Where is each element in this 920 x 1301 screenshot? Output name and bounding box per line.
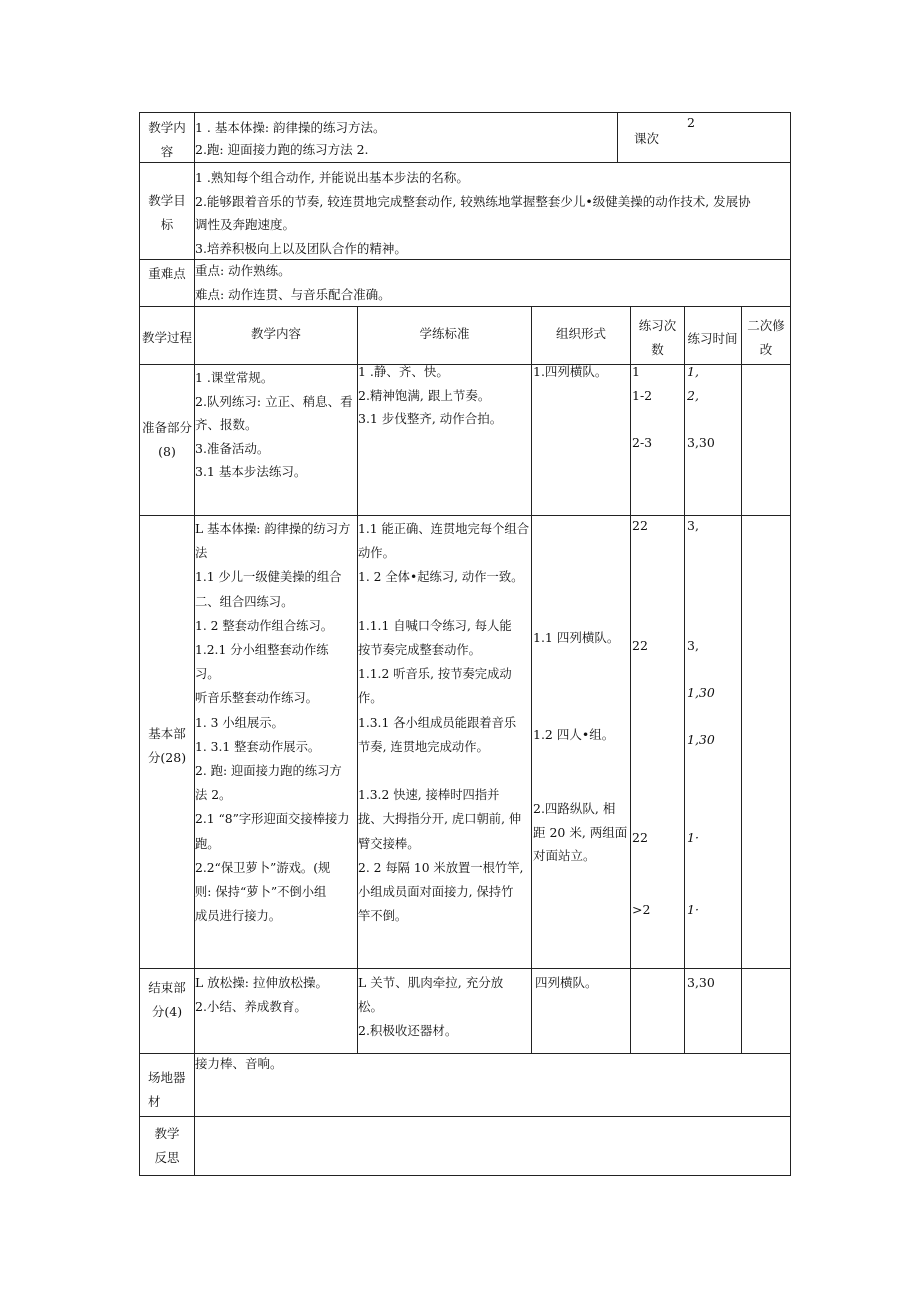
prep-organization: 1.四列横队。 [533,364,608,379]
ending-time: 3,30 [687,975,715,990]
basic-time-2: 3, [687,638,699,653]
rule [139,1116,791,1117]
basic-time-4: 1,30 [687,732,715,747]
ending-organization: 四列横队。 [535,975,598,990]
equipment-label: 场地器 材 [148,1070,186,1109]
ending-standard: L 关节、肌肉牵拉, 充分放 松。 2.积极收还器材。 [358,975,504,1038]
objectives-label: 教学目 标 [148,193,186,232]
col-process: 教学过程 [141,330,192,345]
prep-reps-3: 2-3 [632,435,653,450]
basic-content: L 基本体操: 韵律操的纺习方 法 1.1 少儿一级健美操的组合 二、组合四练习。 1. 2 整套动作组合练习。 1.2.1 分小组整套动作练 习。 听音乐整套动作练习。 1. 3 小组展示。 1. 3.1 整套动作展示。 2. 跑: 迎面接力跑的练习方 法 2。 2.1 “8”字形迎面交接棒接力 跑。 2.2“保卫萝卜”游戏。(规 则: 保持“萝卜”不倒小组 成员进行接力。 [195,522,351,924]
basic-org-3: 2.四路纵队, 相 距 20 米, 两组面 对面站立。 [533,801,628,863]
col-time: 练习时间 [687,331,738,346]
rule [139,162,791,163]
prep-time-3: 3,30 [687,435,715,450]
ending-label: 结束部 分(4) [148,980,186,1019]
reflection-label: 教学 反思 [154,1126,180,1165]
basic-reps-2: 22 [632,638,648,653]
content-text: 1 . 基本体操: 韵律操的练习方法。 2.跑: 迎面接力跑的练习方法 2. [195,120,386,157]
objectives-text: 1 .熟知每个组合动作, 并能说出基本步法的名称。 2.能够跟着音乐的节奏, 较连贯地完成整套动作, 较熟练地掌握整套少儿•级健美操的动作技术, 发展协 调性及奔跑速度。 3.培养积极向上以及团队合作的精神。 [195,170,751,256]
prep-reps-2: 1-2 [632,388,653,403]
col-organization: 组织形式 [555,326,606,341]
rule [531,306,532,1054]
basic-reps-3: 22 [632,830,648,845]
lesson-label: 课次 [634,131,660,146]
keypoints-label: 重难点 [148,266,186,281]
prep-reps-1: 1 [632,364,640,379]
basic-standard: 1.1 能正确、连贯地完每个组合 动作。 1. 2 全体•起练习, 动作一致。 1.1.1 自喊口令练习, 每人能 按节奏完成整套动作。 1.1.2 听音乐, 按节奏完成动 作。 1.3.1 各小组成员能跟着音乐 节奏, 连贯地完成动作。 1.3.2 快速, 接棒时四指并 拢、大拇指分开, 虎口朝前, 伸 臂交接棒。 2. 2 每隔 10 米放置一根竹竿, 小组成员面对面接力, 保持竹 竿不倒。 [358,522,530,924]
basic-label: 基本部 分(28) [147,726,187,765]
prep-content: 1 .课堂常规。 2.队列练习: 立正、稍息、看 齐、报数。 3.准备活动。 3.1 基本步法练习。 [195,370,353,479]
rule [790,112,791,1176]
basic-org-2: 1.2 四人•组。 [533,727,615,742]
rule [617,112,618,163]
rule [684,306,685,1054]
rule [139,1175,791,1176]
content-label: 教学内 容 [148,120,186,159]
basic-reps-4: >2 [632,902,651,917]
basic-reps-1: 22 [632,518,648,533]
col-revision: 二次修 改 [747,318,785,357]
basic-time-3: 1,30 [687,685,715,700]
ending-content: L 放松操: 拉伸放松操。 2.小结、养成教育。 [195,975,328,1014]
rule [630,306,631,1054]
rule [139,968,791,969]
basic-org-1: 1.1 四列横队。 [533,630,620,645]
col-reps: 练习次 数 [638,318,677,357]
rule [741,306,742,1054]
prep-time-2: 2, [687,388,699,403]
basic-time-5: 1· [687,830,699,845]
col-content: 教学内容 [250,326,301,341]
keypoints-text: 重点: 动作熟练。 难点: 动作连贯、与音乐配合准确。 [195,263,391,302]
prep-label: 准备部分 (8) [141,420,192,459]
basic-time-1: 3, [687,518,699,533]
col-standard: 学练标准 [419,326,470,341]
lesson-value: 2 [687,115,695,130]
prep-time-1: 1, [687,364,699,379]
basic-time-6: 1· [687,902,699,917]
equipment-value: 接力棒、音响。 [195,1056,283,1071]
prep-standard: 1 .静、齐、快。 2.精神饱满, 跟上节奏。 3.1 步伐整齐, 动作合拍。 [358,364,503,426]
